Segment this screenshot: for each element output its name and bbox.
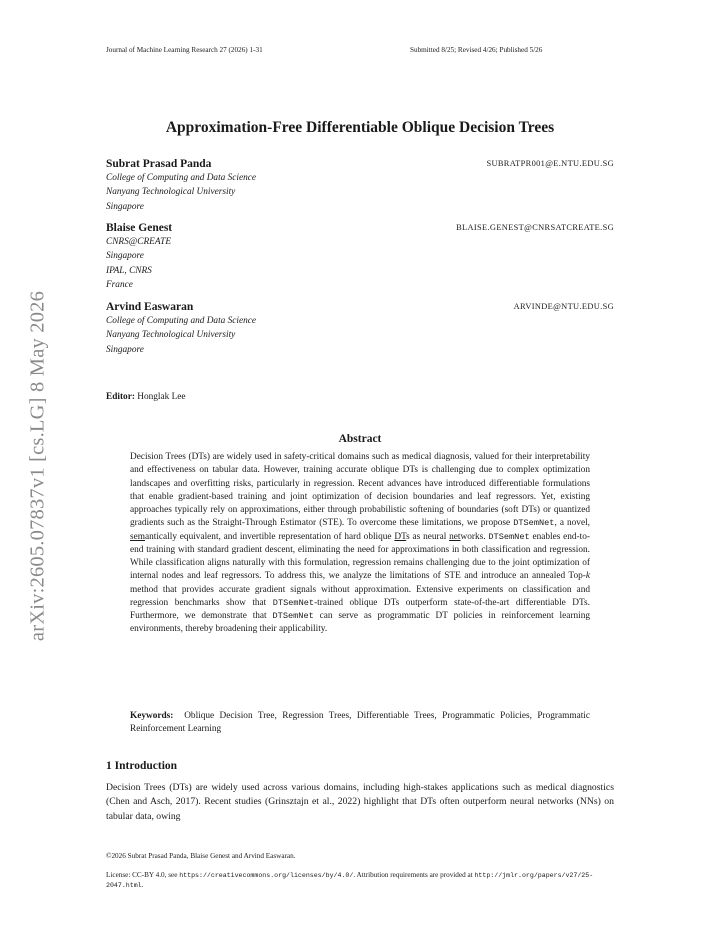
introduction-text: Decision Trees (DTs) are widely used across various domains, including high-stakes applications such as medical diagnostics (Chen and Asch, 2017). Recent studies (Grinsztajn et al., 2022) highlight that DTs often outperform neural networks (NNs) on tabular data, owing — [106, 782, 614, 822]
paper-title: Approximation-Free Differentiable Oblique Decision Trees — [165, 119, 555, 136]
author-email[interactable]: BLAISE.GENEST@CNRSATCREATE.SG — [456, 223, 614, 232]
code-dtsemnet: DTSemNet — [272, 611, 314, 621]
submission-dates: Submitted 8/25; Revised 4/26; Published 5/26 — [410, 46, 543, 54]
author-affiliation: College of Computing and Data Science — [106, 173, 257, 183]
keywords-label: Keywords: — [130, 711, 174, 721]
editor-line — [106, 392, 186, 402]
author-email[interactable]: ARVINDE@NTU.EDU.SG — [513, 302, 614, 311]
author-name: Arvind Easwaran — [106, 301, 194, 313]
section-heading-introduction: 1 Introduction — [106, 760, 178, 772]
author-affiliation: Nanyang Technological University — [106, 187, 236, 198]
author-affiliation: College of Computing and Data Science — [106, 316, 257, 326]
author-affiliation: Singapore — [106, 251, 144, 262]
keywords-text: Oblique Decision Tree, Regression Trees, Differentiable Trees, Programmatic Policies, Programmatic Reinforcement Learning — [130, 711, 590, 735]
abstract-text: Decision Trees (DTs) are widely used in safety-critical domains such as medical diagnosis, valued for their interpretability and effectiveness on tabular data. However, training accurate oblique DTs is challenging due to complex optimization landscapes and overfitting risks, particularly in regression. Recent advances have introduced differentiable formulations that enable gradient-based training and joint optimization of decision boundaries and leaf regressors. Yet, existing approaches typically rely on approximations, either through probabilistic softening of boundaries (soft DTs) or quantized gradients such as the Straight-Through Estimator (STE). To overcome these limitations, we propose DTSemNet, a novel, semantically equivalent, and invertible representation of hard oblique DTs as neural networks. DTSemNet enables end-to-end training with standard gradient descent, eliminating the need for approximations in both classification and regression. While classification aligns naturally with this formulation, regression remains challenging due to the joint optimization of internal nodes and leaf regressors. To address this, we analyze the limitations of STE and introduce an annealed Top-k method that provides accurate gradient signals without approximation. Extensive experiments on classification and regression benchmarks show that DTSemNet-trained oblique DTs outperform state-of-the-art differentiable DTs. Furthermore, we demonstrate that DTSemNet can serve as programmatic DT policies in reinforcement learning environments, thereby broadening their applicability. — [130, 452, 591, 635]
attribution-link[interactable]: http://jmlr.org/papers/v27/25-2047.html — [106, 872, 594, 889]
author-affiliation: France — [106, 279, 133, 290]
author-affiliation: Singapore — [106, 201, 144, 212]
code-dtsemnet: DTSemNet — [513, 518, 555, 529]
author-affiliation: IPAL, CNRS — [106, 265, 152, 276]
journal-header: Journal of Machine Learning Research 27 (2026) 1-31 — [106, 46, 263, 54]
code-dtsemnet: DTSemNet — [272, 597, 315, 608]
abstract-heading: Abstract — [338, 433, 382, 445]
author-affiliation: Singapore — [106, 344, 144, 355]
code-dtsemnet: DTSemNet — [488, 531, 530, 542]
editor-label: Editor: — [106, 392, 135, 402]
license-link[interactable]: https://creativecommons.org/licenses/by/4.0/ — [179, 872, 354, 879]
license-notice: License: CC-BY 4.0, see https://creativecommons.org/licenses/by/4.0/. Attribution requirements are provided at http://jmlr.org/papers/v27/25-2047.html. — [106, 871, 594, 889]
editor-name: Honglak Lee — [137, 392, 186, 402]
arxiv-identifier: arXiv:2605.07837v1 [cs.LG] 8 May 2026 — [26, 290, 49, 642]
author-block-3 — [106, 300, 614, 357]
author-affiliation: CNRS@CREATE — [106, 237, 172, 247]
keywords — [130, 710, 590, 737]
author-block-1 — [106, 157, 614, 214]
author-email[interactable]: SUBRATPR001@E.NTU.EDU.SG — [486, 159, 614, 168]
author-affiliation: Nanyang Technological University — [106, 330, 236, 341]
copyright-notice: ©2026 Subrat Prasad Panda, Blaise Genest and Arvind Easwaran. — [106, 852, 296, 860]
author-name: Subrat Prasad Panda — [106, 158, 212, 170]
author-name: Blaise Genest — [106, 222, 173, 234]
author-block-2 — [106, 221, 614, 292]
